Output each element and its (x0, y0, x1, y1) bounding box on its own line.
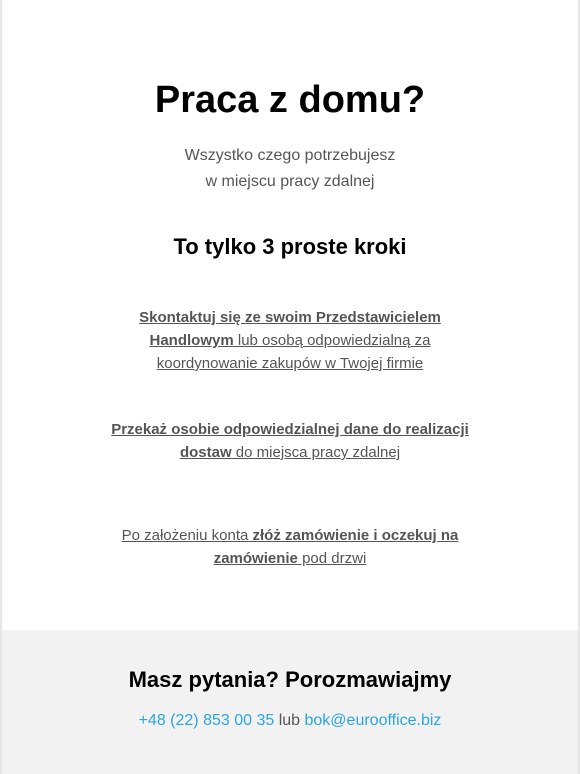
contact-footer (2, 630, 578, 774)
contact-separator: lub (274, 712, 305, 729)
step-1-link[interactable] (130, 306, 450, 375)
step-3-bold: złóż zamówienie i oczekuj na zamówienie (213, 527, 459, 567)
subtitle (2, 143, 578, 195)
phone-link[interactable]: +48 (22) 853 00 35 (138, 712, 275, 729)
subtitle-line-1: Wszystko czego potrzebujesz (184, 147, 396, 164)
subtitle-line-2: w miejscu pracy zdalnej (205, 173, 375, 190)
step-2-text: do miejsca pracy zdalnej (231, 444, 401, 461)
email-link[interactable]: bok@eurooffice.biz (304, 712, 442, 729)
page-title: Praca z domu? (154, 79, 426, 121)
steps-heading: To tylko 3 proste kroki (173, 234, 407, 259)
step-1-text: lub osobą odpowiedzialną za koordynowanie zakupów w Twojej firmie (156, 332, 431, 372)
main-content (2, 0, 578, 630)
step-3-link[interactable] (112, 524, 468, 570)
step-2-bold: Przekaż osobie odpowiedzialnej dane do realizacji dostaw (111, 421, 469, 461)
step-3-text: pod drzwi (297, 550, 367, 567)
footer-heading: Masz pytania? Porozmawiajmy (128, 667, 452, 692)
step-2-link[interactable] (102, 418, 478, 464)
step-1-bold: Skontaktuj się ze swoim Przedstawicielem Handlowym (139, 309, 441, 349)
contact-line (2, 710, 578, 732)
step-3-prefix: Po założeniu konta (121, 527, 253, 544)
